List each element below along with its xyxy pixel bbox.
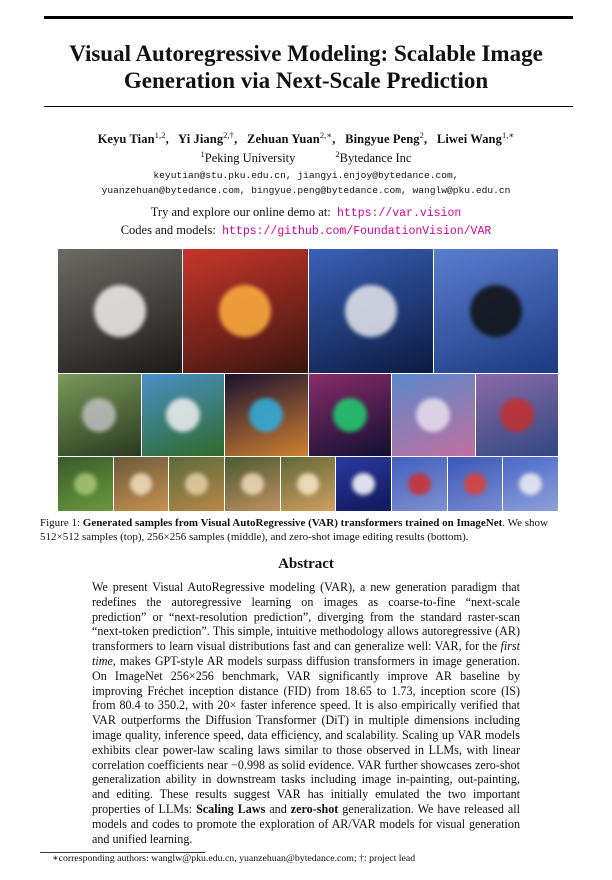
- corgi-edit-image-2: [169, 457, 224, 511]
- demo-line: [40, 205, 572, 220]
- demo-link[interactable]: https://var.vision: [337, 207, 462, 220]
- affiliations: [40, 149, 572, 166]
- rocket-launch-edit-image: [336, 457, 391, 511]
- corgi-edit-image-1: [114, 457, 169, 511]
- author: Zehuan Yuan$^{2,∗}$: [247, 130, 333, 147]
- author: Yi Jiang$^{2,\dagger}$: [178, 130, 235, 147]
- caption-bold: Generated samples from Visual AutoRegressive (VAR) transformers trained on ImageNet: [82, 517, 503, 529]
- email-line: keyutian@stu.pku.edu.cn, jiangyi.enjoy@bytedance.com,: [153, 170, 459, 181]
- black-swan-image: [434, 249, 558, 373]
- affiliation: $^2$Bytedance Inc: [335, 149, 412, 166]
- author: Liwei Wang$^{1,∗}$: [436, 130, 515, 147]
- affiliation: $^1$Peking University: [200, 149, 296, 166]
- ocean-liner-image: [476, 374, 559, 456]
- husky-dog-image: [58, 249, 182, 373]
- bottom-title-rule: [44, 106, 573, 107]
- code-text: Codes and models:: [120, 223, 216, 237]
- footnote: ∗corresponding authors: wanglw@pku.edu.cn, yuanzehuan@bytedance.com; †: project lead: [52, 853, 416, 864]
- volcano-eruption-image: [183, 249, 307, 373]
- author-emails: [40, 168, 572, 198]
- hot-air-balloon-edit-image-3: [503, 457, 558, 511]
- woman-umbrella-image: [392, 374, 475, 456]
- cabbage-edit-image: [58, 457, 113, 511]
- abstract-fractal-image: [225, 374, 308, 456]
- fireworks-image: [309, 374, 392, 456]
- church-landscape-image: [142, 374, 225, 456]
- abstract-text: We present Visual AutoRegressive modeling (VAR), a new generation paradigm that redefines the autoregressive learning on images as coarse-to-fine “next-scale prediction” or “next-resolution prediction”, diverging from the standard raster-scan “next-token prediction”. This simple, intuitive methodology allows autoregressive (AR) transformers to learn visual distributions fast and can generalize well: VAR, for the first time, makes GPT-style AR models surpass diffusion transformers in image generation. On ImageNet 256×256 benchmark, VAR significantly improve AR baseline by improving Fréchet inception distance (FID) from 18.65 to 1.73, inception score (IS) from 80.4 to 350.2, with 20× faster inference speed. It is also empirically verified that VAR outperforms the Diffusion Transformer (DiT) in multiple dimensions including image quality, inference speed, data efficiency, and scalability. Scaling up VAR models exhibits clear power-law scaling laws similar to those observed in LLMs, with linear correlation coefficients near −0.998 as solid evidence. VAR further showcases zero-shot generalization ability in downstream tasks including image in-painting, out-painting, and editing. These results suggest VAR has initially emulated the two important properties of LLMs: Scaling Laws and zero-shot generalization. We have released all models and codes to promote the exploration of AR/VAR models for visual generation and unified learning.: [92, 580, 520, 846]
- figure-caption: [40, 516, 574, 544]
- demo-text: Try and explore our online demo at:: [150, 205, 331, 219]
- figure-1-image-grid: [58, 249, 558, 511]
- hot-air-balloon-edit-image-2: [448, 457, 503, 511]
- author-list: Keyu Tian$^{1,2}$, Yi Jiang$^{2,\dagger}$, Zehuan Yuan$^{2,∗}$, Bingyue Peng$^2$, Liwei Wang$^{1,∗}$: [97, 130, 515, 147]
- corgi-edit-image-4: [281, 457, 336, 511]
- title-line-1: Visual Autoregressive Modeling: Scalable Image: [69, 41, 543, 66]
- abstract-heading: Abstract: [278, 556, 334, 572]
- hot-air-balloon-edit-image-1: [392, 457, 447, 511]
- author: Keyu Tian$^{1,2}$: [97, 130, 166, 147]
- code-link[interactable]: https://github.com/FoundationVision/VAR: [222, 225, 492, 238]
- title-line-2: Generation via Next-Scale Prediction: [123, 68, 489, 93]
- caption-rest: . We show 512×512 samples (top), 256×256 samples (middle), and zero-shot image editing results (bottom).: [40, 517, 548, 543]
- code-line: [40, 223, 572, 238]
- corgi-edit-image-3: [225, 457, 280, 511]
- author: Bingyue Peng$^2$: [345, 130, 425, 147]
- race-car-image: [58, 374, 141, 456]
- caption-label: Figure 1:: [40, 517, 81, 529]
- top-rule: [44, 16, 573, 19]
- paper-title: [40, 40, 572, 94]
- email-line: yuanzehuan@bytedance.com, bingyue.peng@bytedance.com, wanglw@pku.edu.cn: [101, 185, 511, 196]
- space-shuttle-launch-image: [309, 249, 433, 373]
